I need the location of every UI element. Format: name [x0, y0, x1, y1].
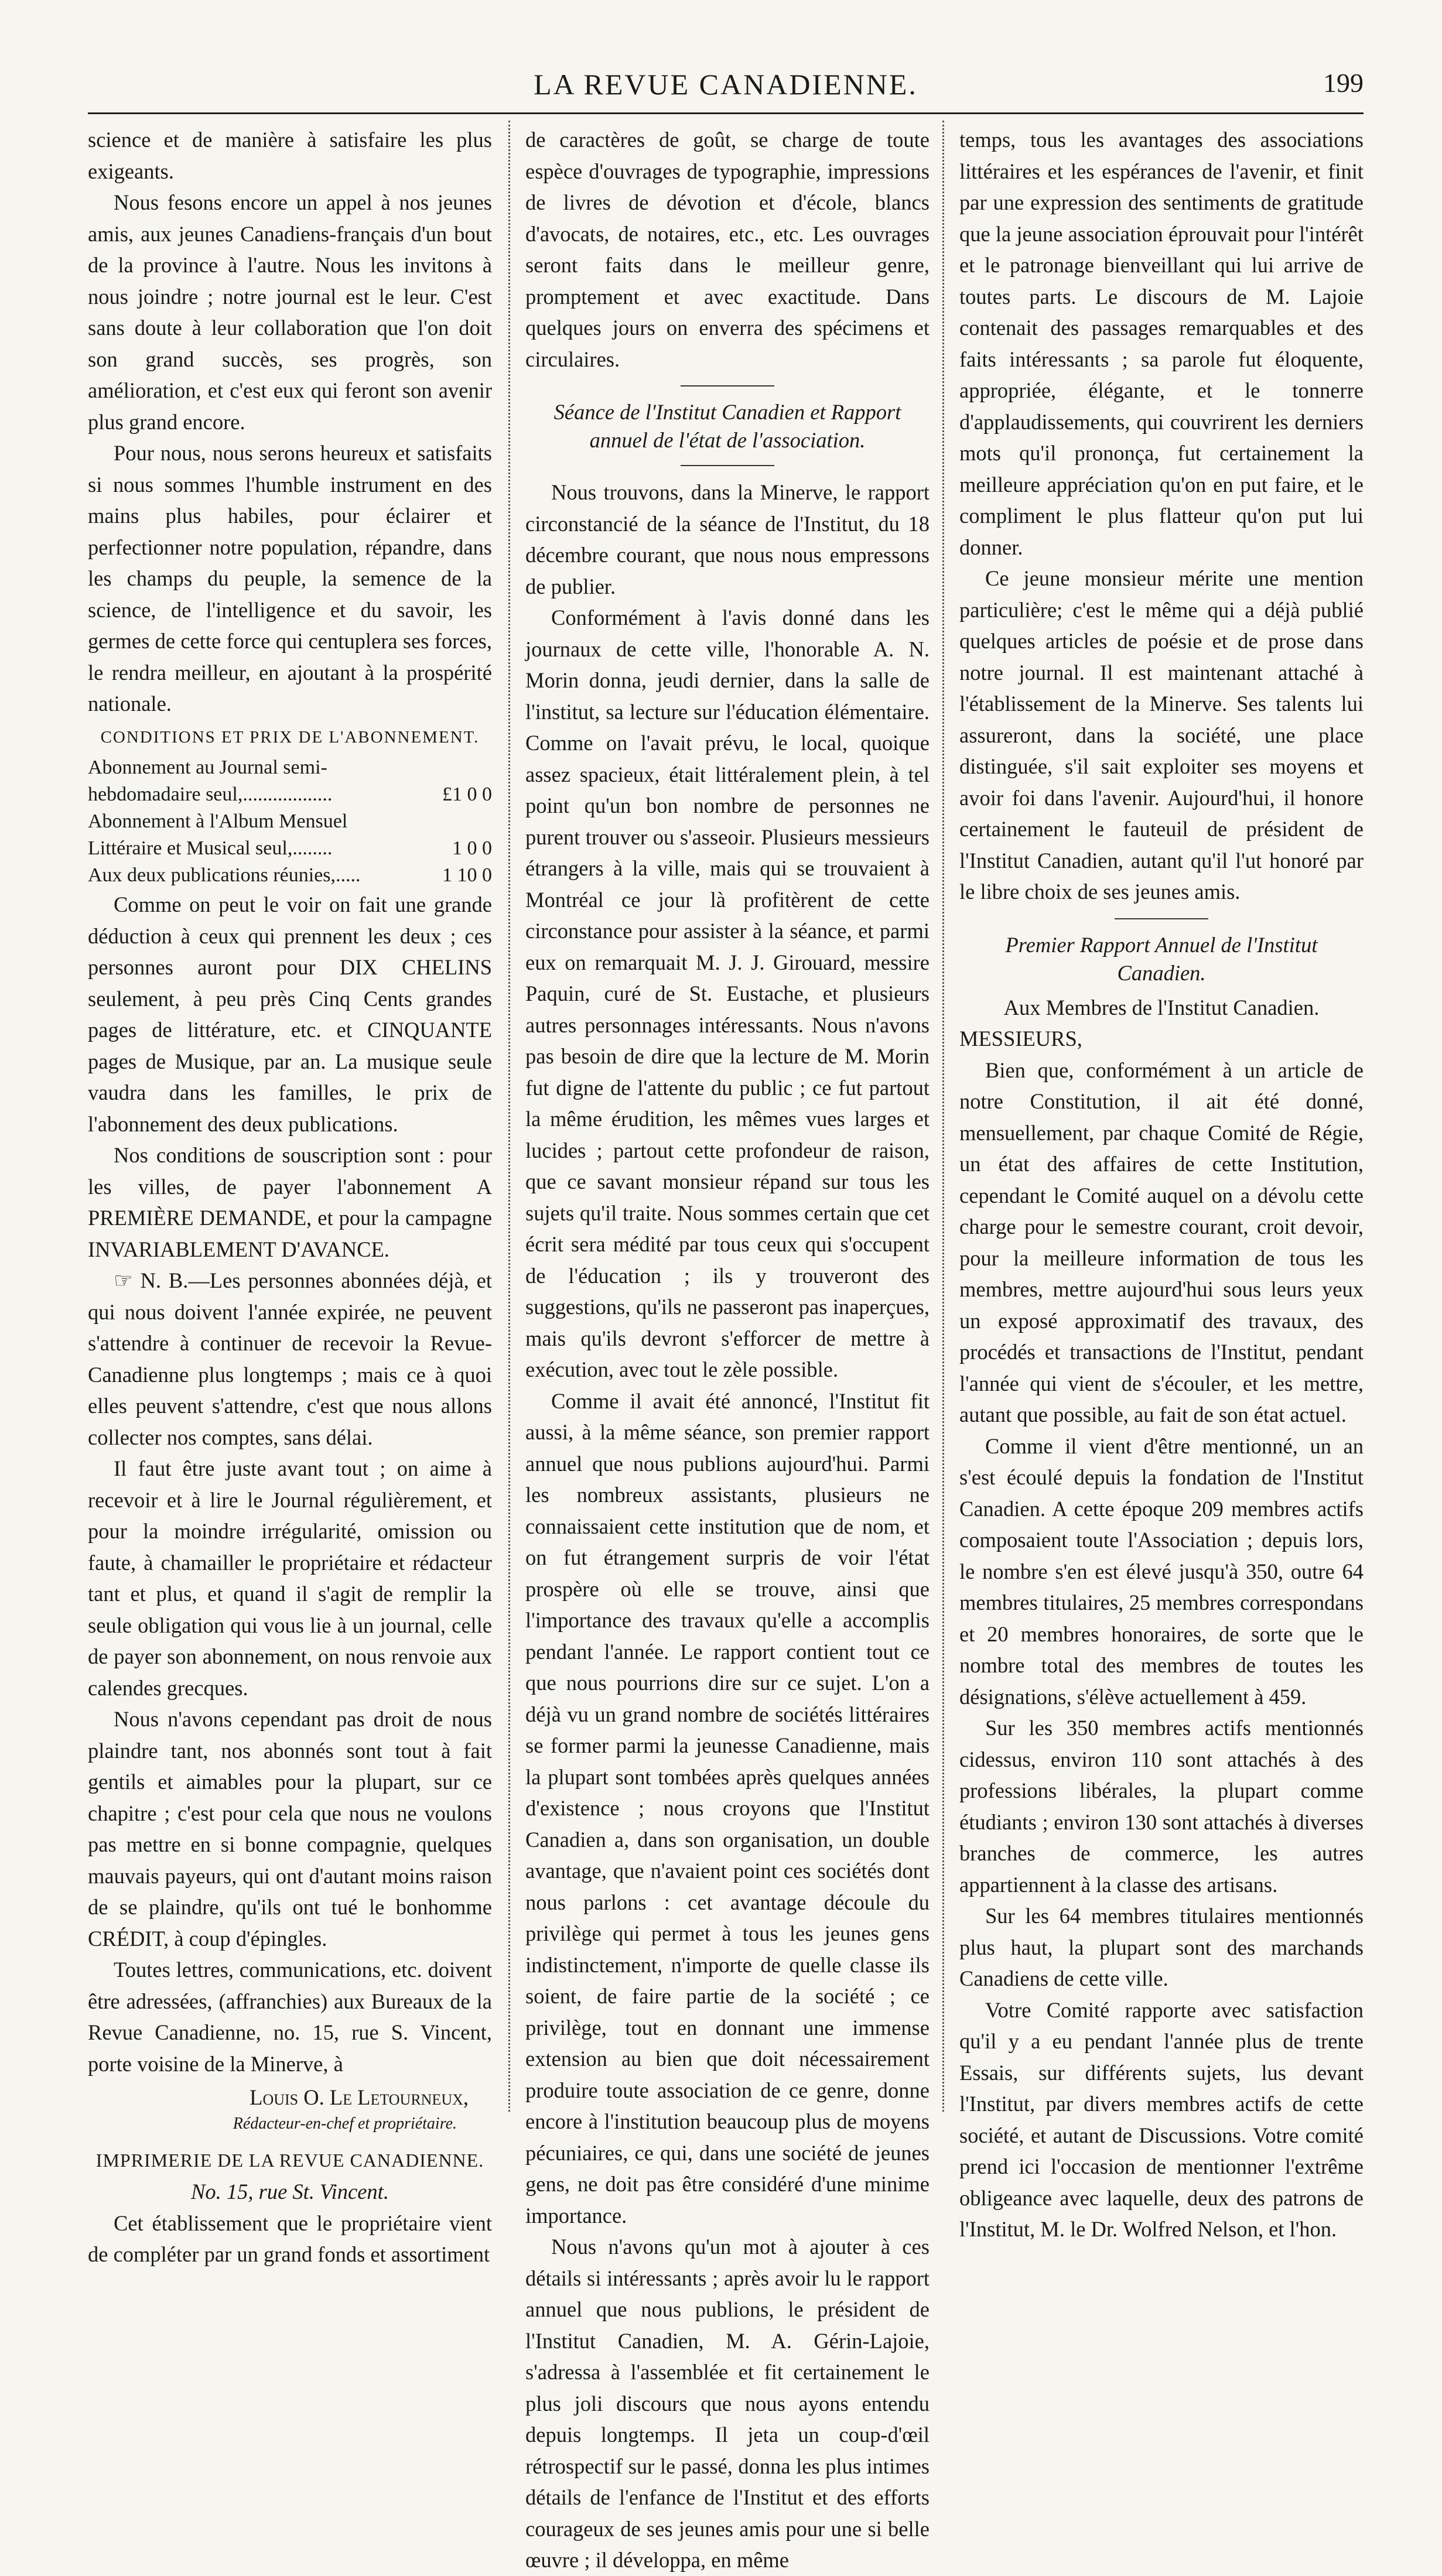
price-amount: £1 0 0: [442, 784, 492, 805]
report-greeting: MESSIEURS,: [959, 1027, 1082, 1051]
editor-role: Rédacteur-en-chef et propriétaire.: [233, 2114, 457, 2133]
section-rule: [681, 465, 774, 466]
price-row: [88, 754, 492, 808]
paragraph: Conformément à l'avis donné dans les journaux de cette ville, l'honorable A. N. Morin donna, jeudi dernier, dans la salle de l'institut, sa lecture sur l'éducation élémentaire. Comme on l'avait prévu, le local, quoique assez spacieux, était littéralement plein, à tel point qu'un bon nombre de personnes ne purent trouver ou s'asseoir. Plusieurs messieurs étrangers à la ville, mais qui se trouvaient à Montréal ce jour là profitèrent de cette circonstance pour assister à la séance, et parmi eux on remarquait M. J. J. Girouard, messire Paquin, curé de St. Eustache, et plusieurs autres personnages intéressants. Nous n'avons pas besoin de dire que la lecture de M. Morin fut digne de l'attente du public ; ce fut partout la même érudition, les mêmes vues larges et lucides ; partout cette profondeur de raison, que ce savant monsieur répand sur tous les sujets qu'il traite. Nous sommes certain que cet écrit sera médité par tous ceux qui s'occupent de l'éducation ; ils y trouveront des suggestions, qu'ils ne passeront pas inaperçues, mais qu'ils devront s'efforcer de mettre à exécution, avec tout le zèle possible.: [525, 605, 930, 1381]
section-rule: [1115, 918, 1208, 919]
price-description: Abonnement au Journal semi-hebdomadaire seul,..................: [88, 757, 333, 805]
column-middle: [525, 124, 930, 2572]
paragraph: Nous n'avons qu'un mot à ajouter à ces détails si intéressants ; après avoir lu le rapport annuel que nous publions, le président de l'Institut Canadien, M. A. Gérin-Lajoie, s'adressa à l'assemblée et fit certainement le plus joli discours que nous ayons entendu depuis longtemps. Il jeta un coup-d'œil rétrospectif sur le passé, donna les plus intimes détails de l'enfance de l'Institut et des efforts courageux de ses jeunes amis pour une si belle œuvre ; il développa, en même: [525, 2235, 930, 2572]
paragraph: Il faut être juste avant tout ; on aime à recevoir et à lire le Journal régulièrement, et pour la moindre irrégularité, omission ou faute, à chamailler le propriétaire et rédacteur tant et plus, et quand il s'agit de remplir la seule obligation qui vous lie à un journal, celle de payer son abonnement, on nous renvoie aux calendes grecques.: [88, 1456, 492, 1700]
column-left: [88, 124, 492, 2266]
column-divider: [942, 121, 944, 2112]
header-rule: [88, 112, 1364, 114]
section-rule: [681, 385, 774, 386]
page-number: 199: [1323, 68, 1364, 98]
column-divider: [508, 121, 510, 2112]
running-title: LA REVUE CANADIENNE.: [534, 68, 918, 101]
paragraph: Pour nous, nous serons heureux et satisfaits si nous sommes l'humble instrument en des mains plus habiles, pour éclairer et perfectionner notre population, répandre, dans les champs du peuple, la semence de la science, de l'intelligence et du savoir, les germes de cette force qui centuplera ses forces, le rendra meilleur, en ajoutant à la prospérité nationale.: [88, 441, 492, 716]
paragraph: Comme il avait été annoncé, l'Institut fit aussi, à la même séance, son premier rapport annuel que nous publions aujourd'hui. Parmi les nombreux assistants, plusieurs ne connaissaient cette institution que de nom, et on fut étrangement surpris de voir l'état prospère où elle se trouve, ainsi que l'importance des travaux qu'elle a accomplis pendant l'année. Le rapport contient tout ce que nous pourrions dire sur ce sujet. L'on a déjà vu un grand nombre de sociétés littéraires se former parmi la jeunesse Canadienne, mais la plupart sont tombées après quelques années d'existence ; nous croyons que l'Institut Canadien a, dans son organisation, un double avantage, que n'avaient point ces sociétés dont nous parlons : cet avantage découle du privilège qui permet à tous les jeunes gens indistinctement, n'importe de quelle classe ils soient, de faire partie de la société ; ce privilège, tout en donnant une immense extension au bien que doit nécessairement produire toute association de ce genre, donne encore à l'institution beaucoup plus de moyens pécuniaires, ce qui, dans une société de jeunes gens, ne doit pas être considéré d'une minime importance.: [525, 1388, 930, 2228]
paragraph: science et de manière à satisfaire les plus exigeants.: [88, 128, 492, 183]
paragraph: Bien que, conformément à un article de notre Constitution, il ait été donné, mensuellement, par chaque Comité de Régie, un état des affaires de cette Institution, cependant le Comité auquel on a dévolu cette charge pour le semestre courant, croit devoir, pour la meilleure information de tous les membres, mettre aujourd'hui sous leurs yeux un exposé approximatif des travaux, des procédés et transactions de l'Institut, pendant l'année qui vient de s'écouler, et les mettre, autant que possible, au fait de son état actuel.: [959, 1058, 1364, 1426]
paragraph: Nous trouvons, dans la Minerve, le rapport circonstancié de la séance de l'Institut, du 18 décembre courant, que nous nous empressons de publier.: [525, 480, 930, 598]
price-description: Abonnement à l'Album Mensuel Littéraire et Musical seul,........: [88, 810, 348, 859]
subscription-price-table: [88, 754, 492, 889]
section-heading: Séance de l'Institut Canadien et Rapport annuel de l'état de l'association.: [553, 400, 901, 452]
column-right: [959, 124, 1364, 2241]
page-header: [88, 56, 1364, 108]
paragraph: Nous fesons encore un appel à nos jeunes amis, aux jeunes Canadiens-français d'un bout de la province à l'autre. Nous les invitons à nous joindre ; notre journal est le leur. C'est sans doute à leur collaboration que l'on doit son grand succès, ses progrès, son amélioration, et c'est eux qui feront son avenir plus grand encore.: [88, 190, 492, 434]
paragraph: Comme il vient d'être mentionné, un an s'est écoulé depuis la fondation de l'Institut Canadien. A cette époque 209 membres actifs composaient toute l'Association ; depuis lors, le nombre s'en est élevé jusqu'à 350, outre 64 membres titulaires, 25 membres correspondans et 20 membres honoraires, de sorte que le nombre total des membres de toutes les désignations, s'élève actuellement à 459.: [959, 1434, 1364, 1709]
paragraph: Votre Comité rapporte avec satisfaction qu'il y a eu pendant l'année plus de trente Essais, sur différents sujets, lus devant l'Institut, par divers membres actifs de cette société, et autant de Discussions. Votre comité prend ici l'occasion de mentionner l'extrême obligeance avec laquelle, deux des patrons de l'Institut, M. le Dr. Wolfred Nelson, et l'hon.: [959, 1997, 1364, 2241]
imprint-heading: IMPRIMERIE DE LA REVUE CANADIENNE.: [95, 2149, 484, 2171]
conditions-heading: CONDITIONS ET PRIX DE L'ABONNEMENT.: [100, 727, 480, 747]
nota-bene-paragraph: ☞ N. B.—Les personnes abonnées déjà, et qui nous doivent l'année expirée, ne peuvent s'attendre à continuer de recevoir la Revue-Canadienne plus longtemps ; mais ce à quoi elles peuvent s'attendre, c'est que nous allons collecter nos comptes, sans délai.: [88, 1268, 492, 1449]
price-amount: 1 0 0: [452, 837, 492, 859]
price-description: Aux deux publications réunies,.....: [88, 864, 361, 886]
paragraph: Ce jeune monsieur mérite une mention particulière; c'est le même qui a déjà publié quelques articles de poésie et de prose dans notre journal. Il est maintenant attaché à l'établissement de la Minerve. Ses talents lui assureront, dans la société, une place distinguée, s'il sait exploiter ses moyens et avoir foi dans l'avenir. Aujourd'hui, il honore certainement le fauteuil de président de l'Institut Canadien, autant qu'il l'ut honoré par le libre choix de ses jeunes amis.: [959, 566, 1364, 904]
price-row: [88, 862, 492, 889]
paragraph: Sur les 64 membres titulaires mentionnés plus haut, la plupart sont des marchands Canadiens de cette ville.: [959, 1904, 1364, 1990]
report-salutation: Aux Membres de l'Institut Canadien.: [1003, 995, 1320, 1020]
paragraph: temps, tous les avantages des associations littéraires et les espérances de l'avenir, et finit par une expression des sentiments de gratitude que la jeune association éprouvait pour l'intérêt et le patronage bienveillant qui lui arrive de toutes parts. Le discours de M. Lajoie contenait des passages remarquables et des faits intéressants ; sa parole fut éloquente, appropriée, élégante, et le tonnerre d'applaudissements, qui couvrirent les derniers mots qu'il prononça, fut certainement la meilleure appréciation qu'on en put faire, et le compliment le plus flatteur qu'on put lui donner.: [959, 128, 1364, 559]
paragraph: Toutes lettres, communications, etc. doivent être adressées, (affranchies) aux Bureaux de la Revue Canadienne, no. 15, rue S. Vincent, porte voisine de la Minerve, à: [88, 1958, 492, 2076]
editor-signature: Louis O. Le Letourneux,: [250, 2085, 469, 2109]
paragraph: Nous n'avons cependant pas droit de nous plaindre tant, nos abonnés sont tout à fait gentils et aimables pour la plupart, sur ce chapitre ; c'est pour cela que nous ne voulons pas mettre en si bonne compagnie, quelques mauvais payeurs, qui ont d'autant moins raison de se plaindre, qu'ils ont tué le bonhomme CRÉDIT, à coup d'épingles.: [88, 1707, 492, 1951]
imprint-address: No. 15, rue St. Vincent.: [191, 2180, 389, 2204]
price-row: [88, 808, 492, 862]
section-heading: Premier Rapport Annuel de l'Institut Canadien.: [1005, 932, 1318, 985]
paragraph: de caractères de goût, se charge de toute espèce d'ouvrages de typographie, impressions de livres de dévotion et d'école, blancs d'avocats, de notaires, etc., etc. Les ouvrages seront faits dans le meilleur genre, promptement et avec exactitude. Dans quelques jours on enverra des spécimens et circulaires.: [525, 128, 930, 371]
paragraph: Sur les 350 membres actifs mentionnés cidessus, environ 110 sont attachés à des professions libérales, la plupart comme étudiants ; environ 130 sont attachés à diverses branches de commerce, les autres appartiennent à la classe des artisans.: [959, 1716, 1364, 1897]
paragraph: Nos conditions de souscription sont : pour les villes, de payer l'abonnement A PREMIÈRE DEMANDE, et pour la campagne INVARIABLEMENT D'AVANCE.: [88, 1143, 492, 1261]
price-amount: 1 10 0: [442, 864, 492, 886]
paragraph: Comme on peut le voir on fait une grande déduction à ceux qui prennent les deux ; ces personnes auront pour DIX CHELINS seulement, à peu près Cinq Cents grandes pages de littérature, etc. et CINQUANTE pages de Musique, par an. La musique seule vaudra dans les familles, le prix de l'abonnement des deux publications.: [88, 892, 492, 1136]
paragraph: Cet établissement que le propriétaire vient de compléter par un grand fonds et assortiment: [88, 2211, 492, 2266]
